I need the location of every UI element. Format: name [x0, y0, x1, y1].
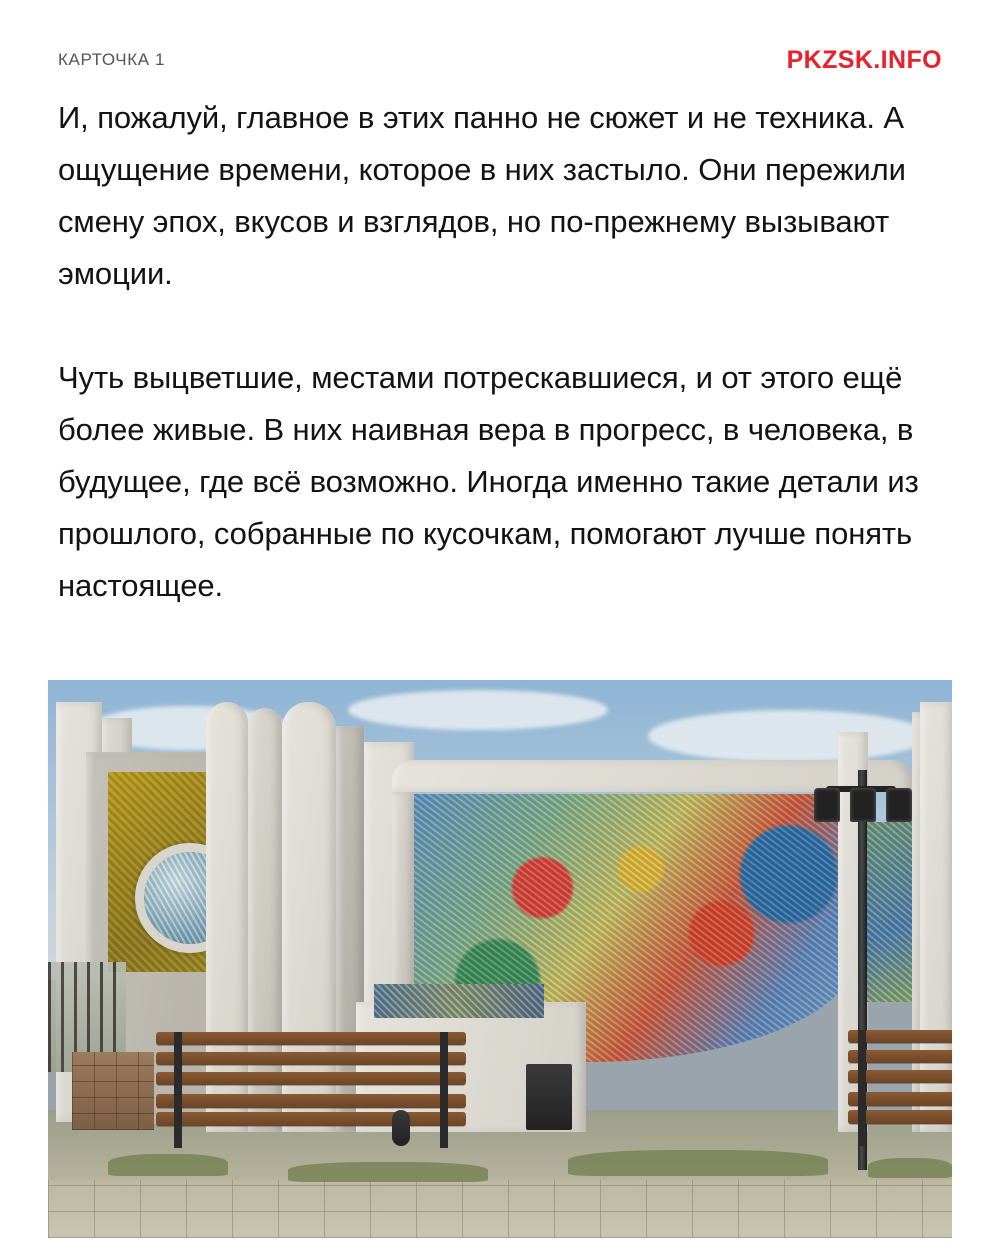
trash-bin — [526, 1064, 572, 1130]
card-header — [0, 44, 1000, 76]
photo-mosaic-wall — [48, 680, 952, 1238]
bench-left — [156, 1032, 466, 1152]
paragraph-2: Чуть выцветшие, местами потрескавшиеся, и от этого ещё более живые. В них наивная вера в прогресс, в человека, в будущее, где всё возможно. Иногда именно такие детали из прошлого, собранные по кусочкам, помогают лучше понять настоящее. — [58, 360, 919, 603]
grass-patch — [288, 1162, 488, 1182]
brand-watermark: PKZSK.INFO — [786, 45, 942, 74]
bollard — [392, 1110, 410, 1146]
article-body — [58, 92, 948, 612]
grass-patch — [568, 1150, 828, 1176]
paragraph-1: И, пожалуй, главное в этих панно не сюжет и не техника. А ощущение времени, которое в них застыло. Они пережили смену эпох, вкусов и взглядов, но по-прежнему вызывают эмоции. — [58, 100, 906, 291]
mosaic-strip — [374, 984, 544, 1018]
lamp-head — [814, 788, 840, 822]
grass-patch — [108, 1154, 228, 1176]
lamp-head — [886, 788, 912, 822]
photo-paving — [48, 1180, 952, 1238]
stone-wall — [72, 1052, 154, 1130]
grass-patch — [868, 1158, 952, 1178]
bench-right — [848, 1030, 952, 1150]
card-number-label: КАРТОЧКА 1 — [58, 50, 166, 69]
lamp-head — [850, 788, 876, 822]
